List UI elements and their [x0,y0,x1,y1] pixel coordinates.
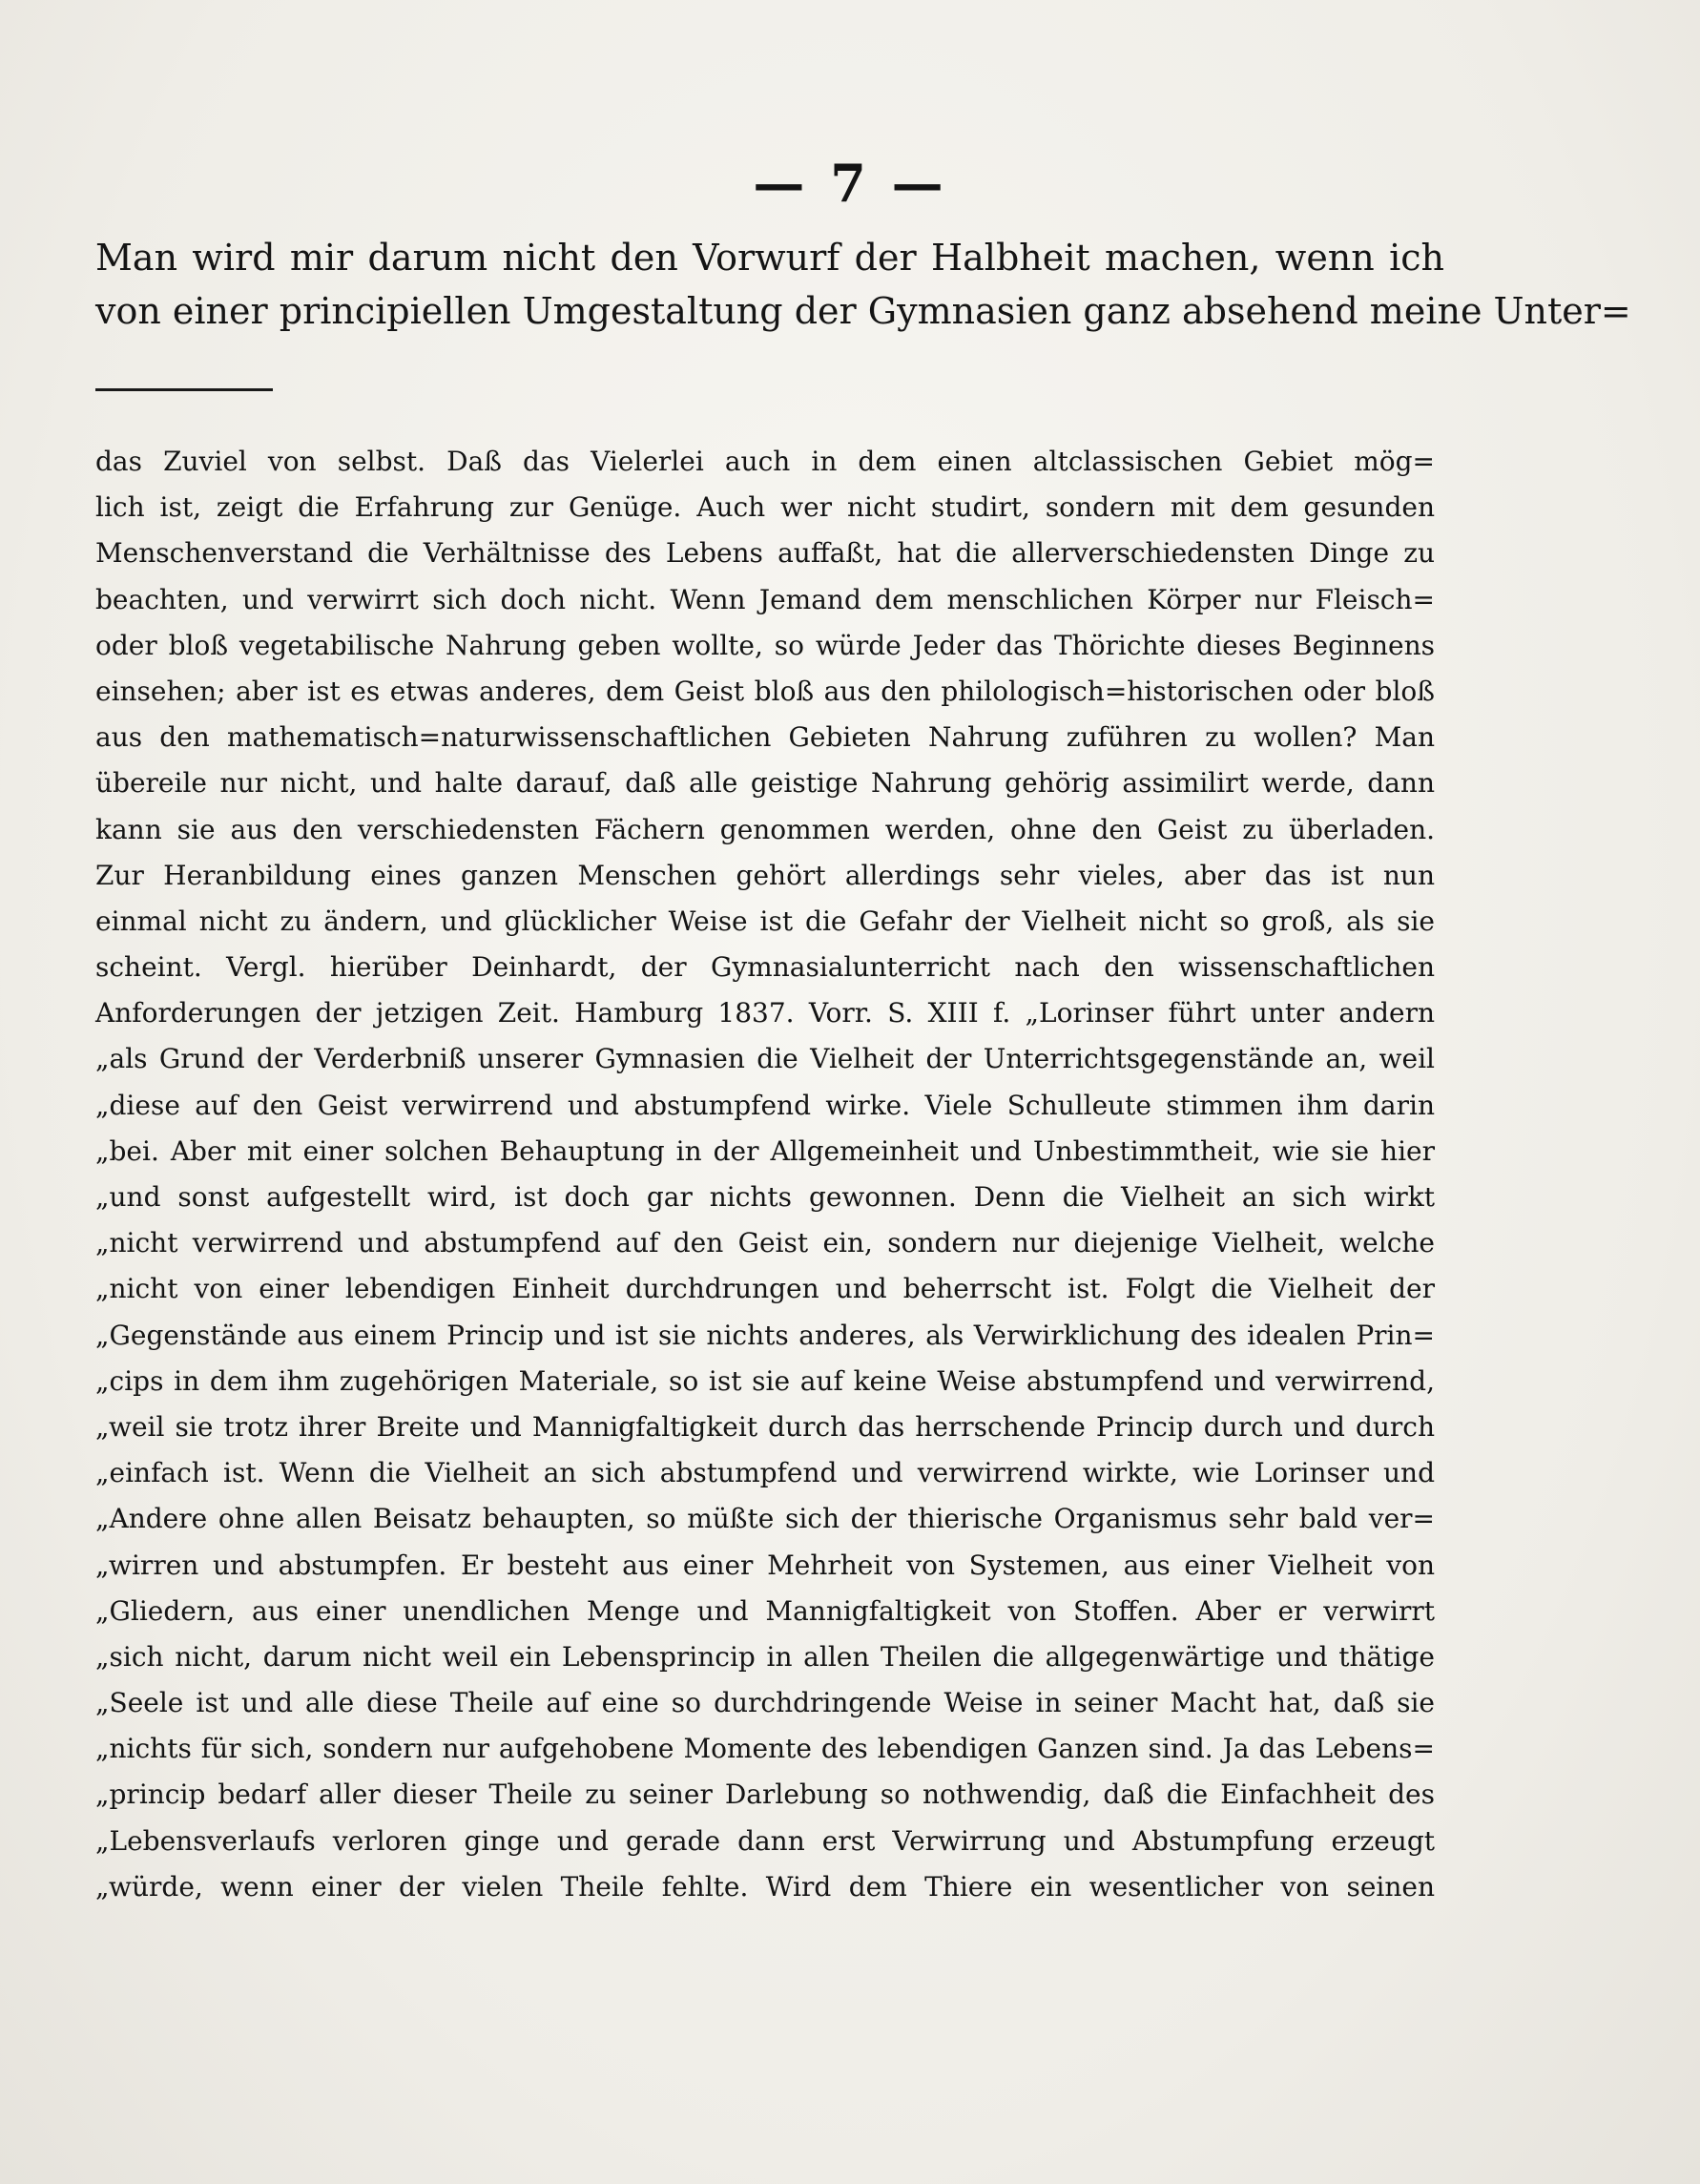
footnote-line: „nicht verwirrend und abstumpfend auf den Geist ein, sondern nur diejenige Vielheit, welche [95,1227,1435,1259]
footnote-line: lich ist, zeigt die Erfahrung zur Genüge. Auch wer nicht studirt, sondern mit dem gesunden [95,491,1435,524]
footnote-line: scheint. Vergl. hierüber Deinhardt, der Gymnasialunterricht nach den wissenschaftlichen [95,951,1435,984]
footnote-line: „Lebensverlaufs verloren ginge und gerade dann erst Verwirrung und Abstumpfung erzeugt [95,1824,1435,1857]
footnote-line: oder bloß vegetabilische Nahrung geben wollte, so würde Jeder das Thörichte dieses Beginnens [95,629,1435,661]
footnote-line: „als Grund der Verderbniß unserer Gymnasien die Vielheit der Unterrichtsgegenstände an, weil [95,1043,1435,1075]
footnote-line: „princip bedarf aller dieser Theile zu seiner Darlebung so nothwendig, daß die Einfachheit des [95,1778,1435,1811]
footnote-line: „Andere ohne allen Beisatz behaupten, so müßte sich der thierische Organismus sehr bald ver= [95,1503,1435,1535]
main-text-line: von einer principiellen Umgestaltung der Gymnasien ganz absehend meine Unter= [95,290,1631,332]
footnote-line: „wirren und abstumpfen. Er besteht aus einer Mehrheit von Systemen, aus einer Vielheit von [95,1549,1435,1581]
footnote-line: „weil sie trotz ihrer Breite und Mannigfaltigkeit durch das herrschende Princip durch und durch [95,1410,1435,1443]
footnote-line: „einfach ist. Wenn die Vielheit an sich abstumpfend und verwirrend wirkte, wie Lorinser und [95,1457,1435,1489]
footnote-line: einmal nicht zu ändern, und glücklicher Weise ist die Gefahr der Vielheit nicht so groß, als sie [95,905,1435,937]
footnote-block [95,439,1435,1910]
footnote-line: aus den mathematisch=naturwissenschaftlichen Gebieten Nahrung zuführen zu wollen? Man [95,721,1435,754]
footnote-line: einsehen; aber ist es etwas anderes, dem Geist bloß aus den philologisch=historischen oder bloß [95,675,1435,707]
footnote-line: „Seele ist und alle diese Theile auf eine so durchdringende Weise in seiner Macht hat, daß sie [95,1687,1435,1719]
page-number: — 7 — [753,153,947,214]
footnote-line: „nicht von einer lebendigen Einheit durchdrungen und beherrscht ist. Folgt die Vielheit der [95,1273,1435,1305]
footnote-line: „und sonst aufgestellt wird, ist doch gar nichts gewonnen. Denn die Vielheit an sich wirkt [95,1181,1435,1213]
footnote-line: „Gliedern, aus einer unendlichen Menge und Mannigfaltigkeit von Stoffen. Aber er verwirrt [95,1594,1435,1627]
footnote-line: „cips in dem ihm zugehörigen Materiale, so ist sie auf keine Weise abstumpfend und verwirrend, [95,1364,1435,1397]
main-text-line: Man wird mir darum nicht den Vorwurf der Halbheit machen, wenn ich [95,237,1444,279]
footnote-rule [95,388,273,391]
footnote-line: „würde, wenn einer der vielen Theile fehlte. Wird dem Thiere ein wesentlicher von seinen [95,1870,1435,1903]
footnote-line: beachten, und verwirrt sich doch nicht. Wenn Jemand dem menschlichen Körper nur Fleisch= [95,583,1435,615]
footnote-line: „Gegenstände aus einem Princip und ist sie nichts anderes, als Verwirklichung des idealen Prin= [95,1319,1435,1351]
footnote-line: „bei. Aber mit einer solchen Behauptung in der Allgemeinheit und Unbestimmtheit, wie sie hier [95,1134,1435,1167]
footnote-line: „sich nicht, darum nicht weil ein Lebensprincip in allen Theilen die allgegenwärtige und thätige [95,1640,1435,1673]
footnote-line: kann sie aus den verschiedensten Fächern genommen werden, ohne den Geist zu überladen. [95,813,1435,845]
footnote-line: „nichts für sich, sondern nur aufgehobene Momente des lebendigen Ganzen sind. Ja das Lebens= [95,1733,1435,1765]
main-text-block [95,231,1631,338]
footnote-line: Anforderungen der jetzigen Zeit. Hamburg 1837. Vorr. S. XIII f. „Lorinser führt unter andern [95,997,1435,1030]
footnote-line: Menschenverstand die Verhältnisse des Lebens auffaßt, hat die allerverschiedensten Dinge zu [95,537,1435,570]
footnote-line: übereile nur nicht, und halte darauf, daß alle geistige Nahrung gehörig assimilirt werde, dann [95,767,1435,800]
footnote-line: das Zuviel von selbst. Daß das Vielerlei auch in dem einen altclassischen Gebiet mög= [95,446,1435,477]
footnote-line: „diese auf den Geist verwirrend und abstumpfend wirke. Viele Schulleute stimmen ihm darin [95,1089,1435,1121]
footnote-line: Zur Heranbildung eines ganzen Menschen gehört allerdings sehr vieles, aber das ist nun [95,859,1435,891]
